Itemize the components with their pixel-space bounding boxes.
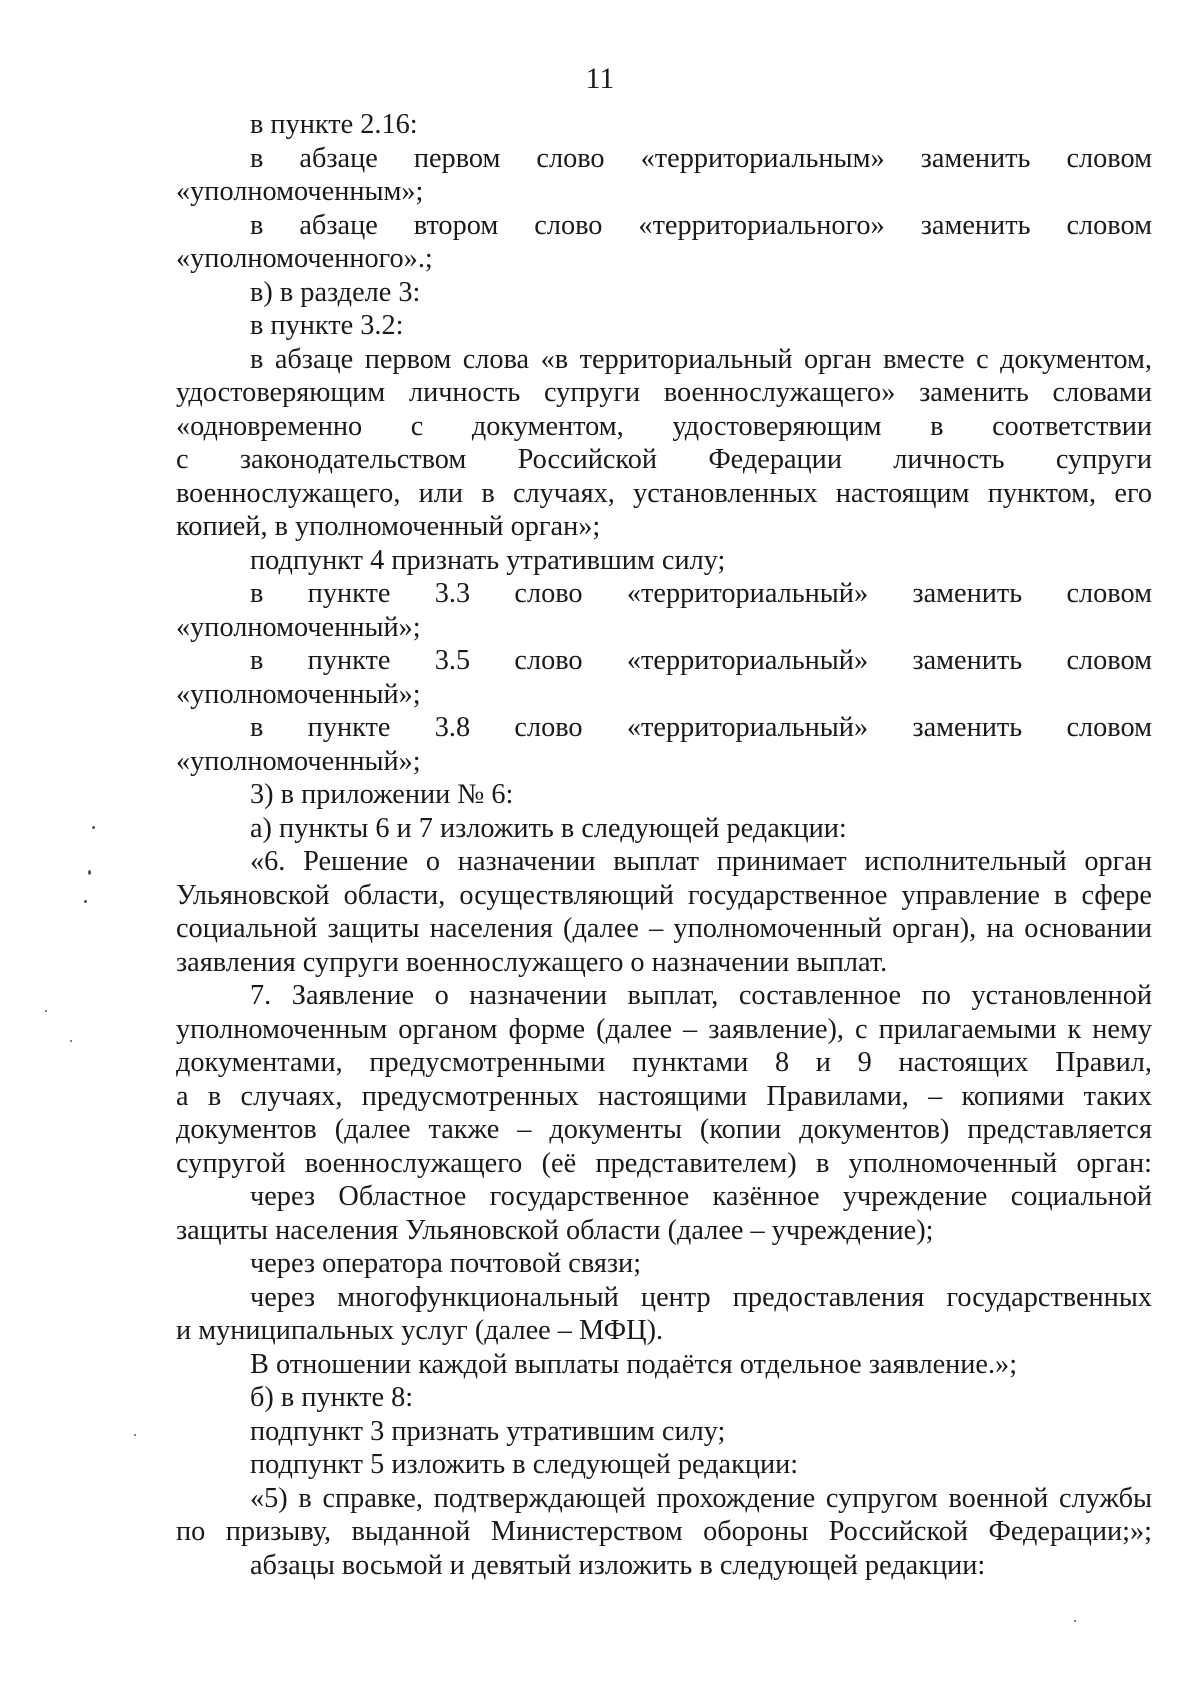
text-line: «одновременно с документом, удостоверяющим в соответствии xyxy=(176,410,1152,442)
text-line: подпункт 4 признать утратившим силу; xyxy=(250,544,726,576)
text-line: социальной защиты населения (далее – уполномоченный орган), на основании xyxy=(176,913,1152,944)
text-line: 7. Заявление о назначении выплат, составленное по установленной xyxy=(250,980,1152,1011)
text-line: заявления супруги военнослужащего о назначении выплат. xyxy=(176,946,888,978)
text-line: в пункте 3.5 слово «территориальный» заменить словом xyxy=(250,645,1152,676)
text-line: «5) в справке, подтверждающей прохождение супругом военной службы xyxy=(250,1482,1152,1514)
text-line: Ульяновской области, осуществляющий государственное управление в сфере xyxy=(176,879,1152,911)
text-line: в) в разделе 3: xyxy=(250,276,421,308)
text-line: защиты населения Ульяновской области (далее – учреждение); xyxy=(176,1214,934,1246)
text-line: документов (далее также – документы (копии документов) представляется xyxy=(176,1114,1152,1145)
text-line: подпункт 5 изложить в следующей редакции: xyxy=(250,1449,799,1480)
text-line: в пункте 2.16: xyxy=(250,109,418,140)
document-body xyxy=(176,108,1152,1582)
text-line: в пункте 3.8 слово «территориальный» заменить словом xyxy=(250,712,1152,743)
text-line: В отношении каждой выплаты подаётся отдельное заявление.»; xyxy=(250,1348,1018,1380)
text-line: по призыву, выданной Министерством обороны Российской Федерации;»; xyxy=(176,1516,1152,1547)
text-line: «6. Решение о назначении выплат принимает исполнительный орган xyxy=(250,846,1152,877)
text-line: удостоверяющим личность супруги военнослужащего» заменить словами xyxy=(176,377,1152,408)
text-line: в абзаце втором слово «территориального» заменить словом xyxy=(250,209,1152,241)
text-line: копией, в уполномоченный орган»; xyxy=(176,511,601,542)
text-line: через оператора почтовой связи; xyxy=(250,1248,642,1279)
text-line: а) пункты 6 и 7 изложить в следующей редакции: xyxy=(250,812,847,844)
text-line: подпункт 3 признать утратившим силу; xyxy=(250,1415,726,1447)
text-line: в пункте 3.2: xyxy=(250,310,404,341)
text-line: с законодательством Российской Федерации личность супруги xyxy=(176,444,1152,475)
page-number: 11 xyxy=(585,62,615,95)
text-line: супругой военнослужащего (её представителем) в уполномоченный орган: xyxy=(176,1147,1152,1179)
text-line: в пункте 3.3 слово «территориальный» заменить словом xyxy=(250,578,1152,609)
text-line: военнослужащего, или в случаях, установленных настоящим пунктом, его xyxy=(176,477,1152,509)
text-line: через Областное государственное казённое учреждение социальной xyxy=(250,1181,1152,1212)
text-line: через многофункциональный центр предоставления государственных xyxy=(250,1281,1152,1313)
text-line: б) в пункте 8: xyxy=(250,1382,414,1413)
text-line: а в случаях, предусмотренных настоящими Правилами, – копиями таких xyxy=(176,1080,1152,1112)
text-line: «уполномоченный»; xyxy=(176,678,421,710)
text-line: абзацы восьмой и девятый изложить в следующей редакции: xyxy=(250,1549,986,1581)
text-line: «уполномоченного».; xyxy=(176,243,433,274)
text-line: «уполномоченным»; xyxy=(176,176,424,207)
scan-speck xyxy=(1074,1620,1076,1622)
scan-speck xyxy=(70,1040,72,1042)
scan-speck xyxy=(92,826,95,829)
text-line: документами, предусмотренными пунктами 8 и 9 настоящих Правил, xyxy=(176,1047,1152,1078)
scan-speck xyxy=(45,1010,47,1012)
scan-speck xyxy=(134,1434,136,1436)
scan-speck xyxy=(88,870,91,875)
scan-speck xyxy=(84,900,87,903)
text-line: 3) в приложении № 6: xyxy=(250,779,514,810)
text-line: «уполномоченный»; xyxy=(176,611,421,643)
text-line: и муниципальных услуг (далее – МФЦ). xyxy=(176,1315,664,1346)
text-line: в абзаце первом слово «территориальным» заменить словом xyxy=(250,142,1152,174)
text-line: уполномоченным органом форме (далее – заявление), с прилагаемыми к нему xyxy=(176,1013,1152,1045)
text-line: в абзаце первом слова «в территориальный орган вместе с документом, xyxy=(250,343,1152,375)
text-line: «уполномоченный»; xyxy=(176,745,421,777)
